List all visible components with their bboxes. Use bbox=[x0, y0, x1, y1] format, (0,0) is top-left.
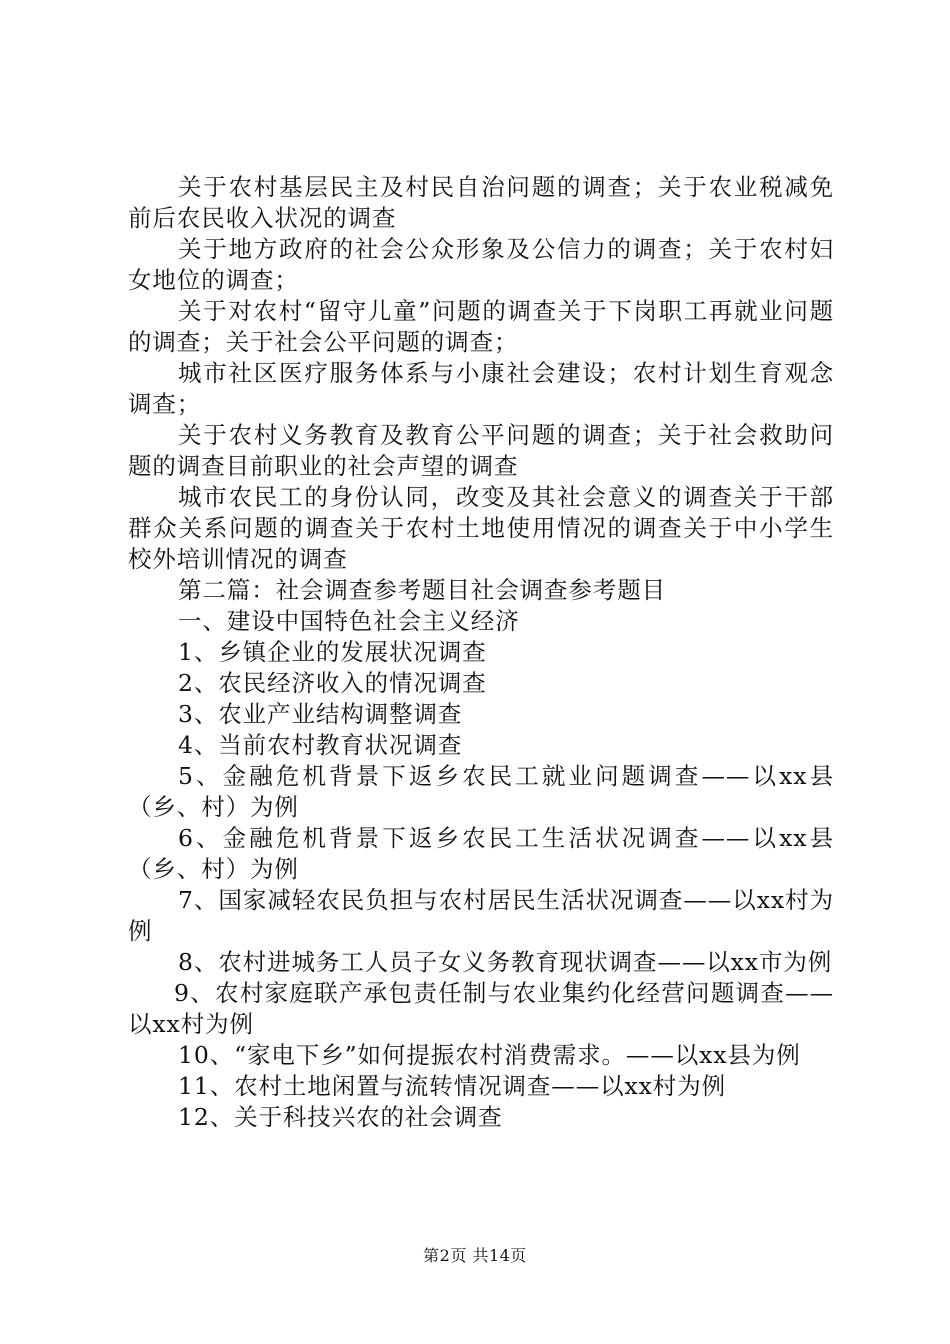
paragraph: 关于地方政府的社会公众形象及公信力的调查；关于农村妇女地位的调查； bbox=[128, 235, 834, 294]
page-footer bbox=[0, 1246, 950, 1266]
list-item: 8、农村进城务工人员子女义务教育现状调查——以xx市为例 bbox=[178, 948, 833, 976]
list-item: 10、“家电下乡”如何提振农村消费需求。——以xx县为例 bbox=[178, 1041, 801, 1069]
paragraph: 关于农村义务教育及教育公平问题的调查；关于社会救助问题的调查目前职业的社会声望的调查 bbox=[128, 421, 834, 480]
section-heading: 第二篇：社会调查参考题目社会调查参考题目 bbox=[178, 576, 666, 604]
paragraph: 城市农民工的身份认同，改变及其社会意义的调查关于干部群众关系问题的调查关于农村土地使用情况的调查关于中小学生校外培训情况的调查 bbox=[128, 483, 834, 573]
list-item: 5、金融危机背景下返乡农民工就业问题调查——以xx县（乡、村）为例 bbox=[128, 762, 834, 821]
list-item: 1、乡镇企业的发展状况调查 bbox=[178, 638, 487, 666]
paragraph: 关于农村基层民主及村民自治问题的调查；关于农业税减免前后农民收入状况的调查 bbox=[128, 173, 834, 232]
paragraph: 城市社区医疗服务体系与小康社会建设；农村计划生育观念调查； bbox=[128, 359, 834, 418]
list-item: 3、农业产业结构调整调查 bbox=[178, 700, 463, 728]
list-item: 7、国家减轻农民负担与农村居民生活状况调查——以xx村为例 bbox=[128, 886, 834, 945]
list-item: 9、农村家庭联产承包责任制与农业集约化经营问题调查——以xx村为例 bbox=[128, 979, 834, 1038]
list-item: 12、关于科技兴农的社会调查 bbox=[178, 1103, 503, 1131]
list-item: 2、农民经济收入的情况调查 bbox=[178, 669, 487, 697]
list-item: 6、金融危机背景下返乡农民工生活状况调查——以xx县（乡、村）为例 bbox=[128, 824, 834, 883]
subsection-heading: 一、建设中国特色社会主义经济 bbox=[178, 607, 520, 635]
page-number: 第2页 共14页 bbox=[423, 1246, 527, 1265]
paragraph: 关于对农村“留守儿童”问题的调查关于下岗职工再就业问题的调查；关于社会公平问题的调查； bbox=[128, 297, 834, 356]
list-item: 4、当前农村教育状况调查 bbox=[178, 731, 463, 759]
document-body bbox=[128, 172, 834, 1133]
list-item: 11、农村土地闲置与流转情况调查——以xx村为例 bbox=[178, 1072, 727, 1100]
